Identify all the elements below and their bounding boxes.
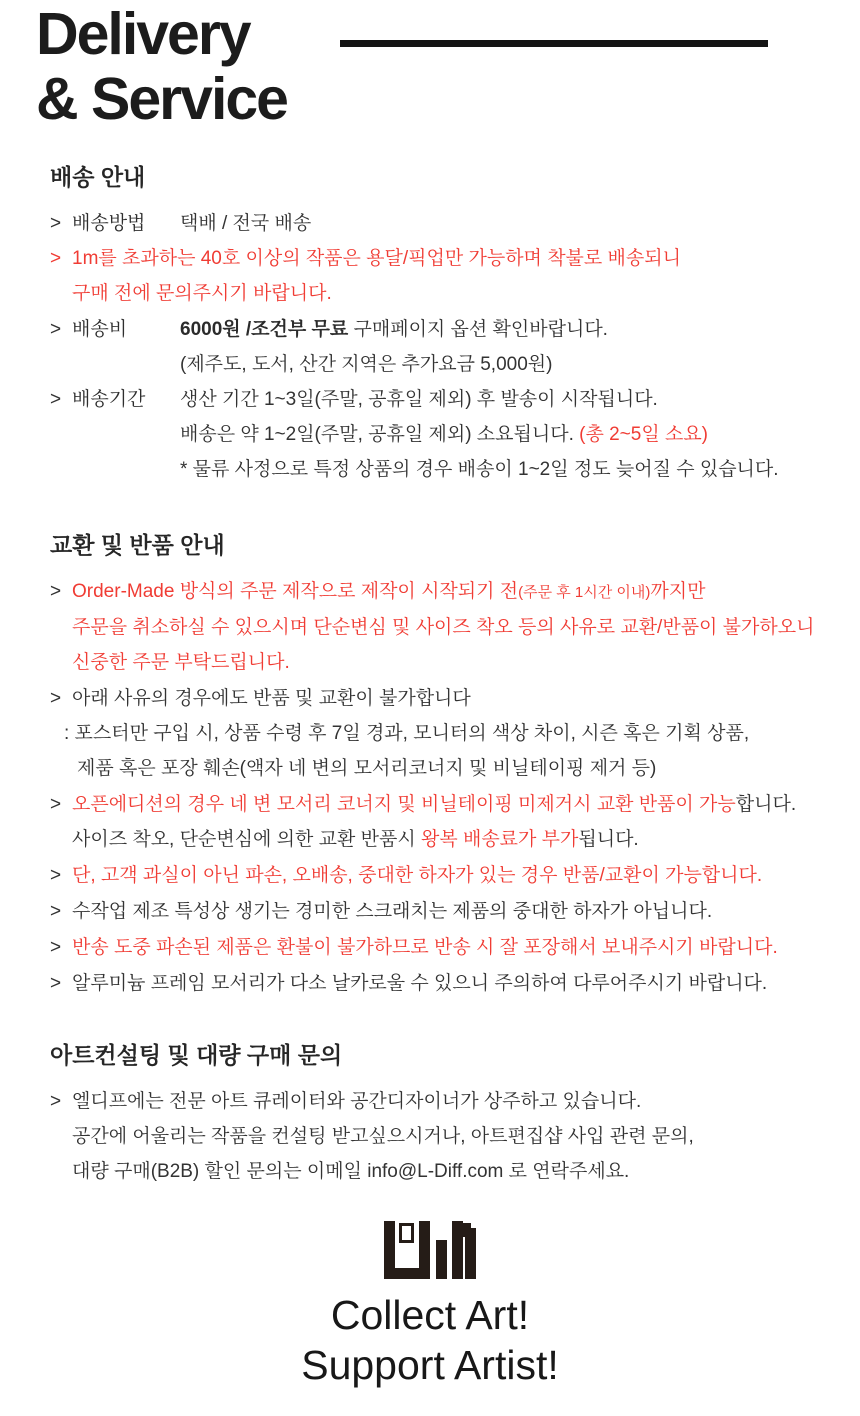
no-return-line1: 아래 사유의 경우에도 반품 및 교환이 불가합니다 bbox=[72, 688, 471, 709]
bullet-marker: > bbox=[50, 865, 62, 886]
oversize-note bbox=[50, 241, 830, 311]
return-shipping-text: 반송 도중 파손된 제품은 환불이 불가하므로 반송 시 잘 포장해서 보내주시기 바랍니다. bbox=[72, 937, 778, 958]
return-shipping-item bbox=[50, 930, 830, 965]
damage-item bbox=[50, 858, 830, 893]
shipping-fee-amount: 6000원 /조건부 무료 bbox=[180, 319, 349, 340]
page-title bbox=[36, 2, 287, 132]
consulting-line3: 대량 구매(B2B) 할인 문의는 이메일 info@L-Diff.com 로 연락주세요. bbox=[72, 1161, 630, 1182]
section-exchange-return bbox=[50, 530, 830, 1002]
bullet-marker: > bbox=[50, 973, 62, 994]
shipping-fee-row bbox=[50, 312, 830, 382]
exchange-heading: 교환 및 반품 안내 bbox=[50, 532, 225, 558]
l-diff-logo-icon bbox=[384, 1221, 476, 1279]
contact-email-text: info@L-Diff.com bbox=[367, 1161, 504, 1182]
bullet-marker: > bbox=[50, 213, 62, 234]
bullet-marker: > bbox=[50, 389, 62, 410]
bullet-marker: > bbox=[50, 937, 62, 958]
aluminum-item bbox=[50, 966, 830, 1001]
bullet-marker: > bbox=[50, 319, 62, 340]
page-title-line1: Delivery bbox=[36, 1, 250, 67]
shipping-fee-surcharge: (제주도, 도서, 산간 지역은 추가요금 5,000원) bbox=[180, 354, 553, 375]
shipping-period-label: 배송기간 bbox=[72, 389, 146, 410]
total-days-note: (총 2~5일 소요) bbox=[579, 424, 708, 445]
slogan-line2: Support Artist! bbox=[301, 1342, 559, 1388]
consulting-line1: > 엘디프에는 전문 아트 큐레이터와 공간디자이너가 상주하고 있습니다. bbox=[50, 1084, 830, 1119]
bullet-marker: > bbox=[50, 1091, 62, 1112]
one-hour-note: (주문 후 1시간 이내) bbox=[518, 584, 651, 601]
no-return-item bbox=[50, 681, 830, 786]
bullet-marker: > bbox=[50, 794, 62, 815]
bullet-marker: > bbox=[50, 248, 62, 269]
section-art-consulting bbox=[50, 1040, 830, 1189]
damage-text: 단, 고객 과실이 아닌 파손, 오배송, 중대한 하자가 있는 경우 반품/교환이 가능합니다. bbox=[72, 865, 763, 886]
open-edition-line1: 오픈에디션의 경우 네 변 모서리 코너지 및 비닐테이핑 미제거시 교환 반품이 가능합니다. bbox=[72, 794, 797, 815]
shipping-period-line3: * 물류 사정으로 특정 상품의 경우 배송이 1~2일 정도 늦어질 수 있습니다. bbox=[180, 459, 779, 480]
oversize-note-line1: 1m를 초과하는 40호 이상의 작품은 용달/픽업만 가능하며 착불로 배송되니 bbox=[72, 248, 681, 269]
shipping-method-value: 택배 / 전국 배송 bbox=[180, 213, 312, 234]
shipping-fee-value: 6000원 /조건부 무료 구매페이지 옵션 확인바랍니다. bbox=[180, 319, 608, 340]
order-made-line2: 주문을 취소하실 수 있으시며 단순변심 및 사이즈 착오 등의 사유로 교환/반품이 불가하오니 bbox=[72, 617, 815, 638]
shipping-fee-label: 배송비 bbox=[72, 319, 128, 340]
round-trip-fee-note: 왕복 배송료가 부가 bbox=[420, 829, 579, 850]
logo-container bbox=[0, 1221, 860, 1279]
shipping-period-line2: 배송은 약 1~2일(주말, 공휴일 제외) 소요됩니다. (총 2~5일 소요) bbox=[180, 424, 708, 445]
aluminum-text: 알루미늄 프레임 모서리가 다소 날카로울 수 있으니 주의하여 다루어주시기 바랍니다. bbox=[72, 973, 768, 994]
footer-slogan bbox=[0, 1290, 860, 1390]
scratch-item bbox=[50, 894, 830, 929]
bullet-marker: > bbox=[50, 581, 62, 602]
no-return-line2: : 포스터만 구입 시, 상품 수령 후 7일 경과, 모니터의 색상 차이, 시즌 혹은 기획 상품, bbox=[64, 723, 750, 744]
open-edition-item bbox=[50, 787, 830, 857]
page-title-line2: & Service bbox=[36, 66, 287, 132]
scratch-text: 수작업 제조 특성상 생기는 경미한 스크래치는 제품의 중대한 하자가 아닙니다. bbox=[72, 901, 713, 922]
consulting-line2: 공간에 어울리는 작품을 컨설팅 받고싶으시거나, 아트편집샵 사입 관련 문의, bbox=[72, 1126, 694, 1147]
shipping-method-row bbox=[50, 206, 830, 241]
open-edition-line2: 사이즈 착오, 단순변심에 의한 교환 반품시 왕복 배송료가 부가됩니다. bbox=[72, 829, 639, 850]
oversize-note-line2: 구매 전에 문의주시기 바랍니다. bbox=[72, 283, 332, 304]
no-return-line3: 제품 혹은 포장 훼손(액자 네 변의 모서리코너지 및 비닐테이핑 제거 등) bbox=[77, 758, 657, 779]
title-divider-rule bbox=[340, 40, 768, 47]
order-made-item bbox=[50, 574, 830, 680]
bullet-marker: > bbox=[50, 688, 62, 709]
shipping-method-label: 배송방법 bbox=[72, 213, 146, 234]
consulting-heading: 아트컨설팅 및 대량 구매 문의 bbox=[50, 1042, 343, 1068]
order-made-line1: Order-Made 방식의 주문 제작으로 제작이 시작되기 전(주문 후 1시간 이내)까지만 bbox=[72, 581, 706, 602]
bullet-marker: > bbox=[50, 901, 62, 922]
slogan-line1: Collect Art! bbox=[330, 1292, 530, 1338]
shipping-heading: 배송 안내 bbox=[50, 164, 146, 190]
shipping-period-line1: 생산 기간 1~3일(주말, 공휴일 제외) 후 발송이 시작됩니다. bbox=[180, 389, 658, 410]
section-shipping-info bbox=[50, 162, 830, 487]
order-made-line3: 신중한 주문 부탁드립니다. bbox=[72, 652, 290, 673]
shipping-period-row bbox=[50, 382, 830, 487]
